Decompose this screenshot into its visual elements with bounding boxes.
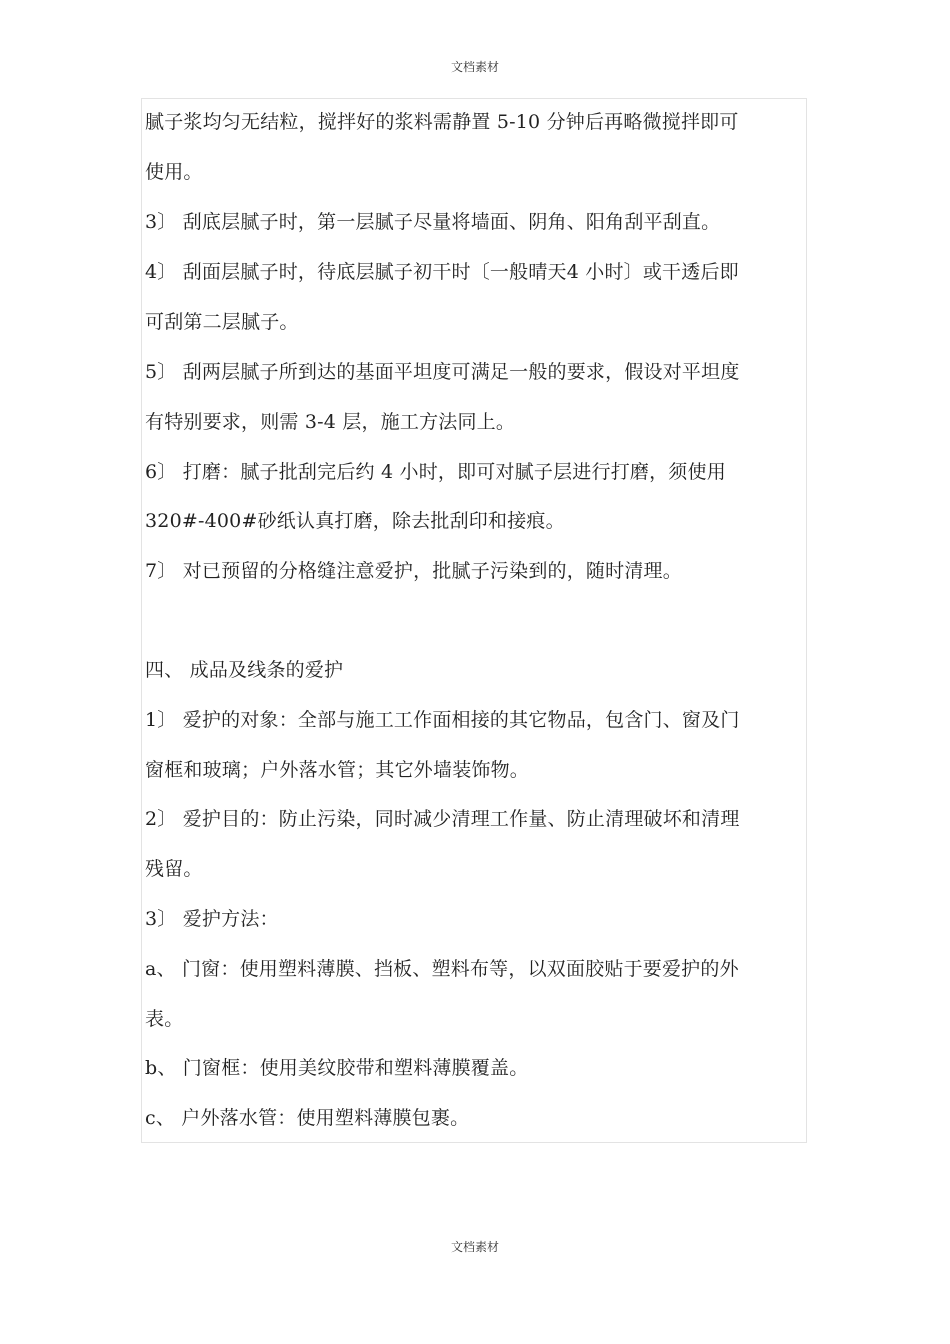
text-line: 腻子浆均匀无结粒，搅拌好的浆料需静置 5-10 分钟后再略微搅拌即可 [145,111,739,133]
text-line: 3〕 刮底层腻子时，第一层腻子尽量将墙面、阴角、阳角刮平刮直。 [145,211,721,233]
section-heading: 四、 成品及线条的爱护 [145,659,344,681]
text-line: 3〕 爱护方法： [145,908,279,930]
text-line: a、 门窗：使用塑料薄膜、挡板、塑料布等，以双面胶贴于要爱护的外 [145,958,739,980]
page-header: 文档素材 [450,60,499,74]
text-line: b、 门窗框：使用美纹胶带和塑料薄膜覆盖。 [145,1057,529,1079]
text-line: 表。 [145,1008,184,1030]
text-line: c、 户外落水管：使用塑料薄膜包裹。 [145,1107,470,1129]
text-line: 5〕 刮两层腻子所到达的基面平坦度可满足一般的要求，假设对平坦度 [145,361,740,383]
text-line: 使用。 [145,161,203,183]
text-line: 7〕 对已预留的分格缝注意爱护，批腻子污染到的，随时清理。 [145,560,682,582]
text-line: 2〕 爱护目的：防止污染，同时减少清理工作量、防止清理破坏和清理 [145,808,740,830]
text-line: 窗框和玻璃；户外落水管；其它外墙装饰物。 [145,759,530,781]
text-line: 320#-400#砂纸认真打磨，除去批刮印和接痕。 [145,510,565,532]
text-line: 1〕 爱护的对象：全部与施工工作面相接的其它物品，包含门、窗及门 [145,709,740,731]
text-line: 残留。 [145,858,203,880]
page-footer: 文档素材 [450,1240,499,1254]
text-line: 4〕 刮面层腻子时，待底层腻子初干时〔一般晴天4 小时〕或干透后即 [145,261,739,283]
content-frame [141,98,807,1143]
text-line: 可刮第二层腻子。 [145,311,299,333]
text-line: 有特别要求，则需 3-4 层，施工方法同上。 [145,411,516,433]
text-line: 6〕 打磨：腻子批刮完后约 4 小时，即可对腻子层进行打磨，须使用 [145,461,726,483]
